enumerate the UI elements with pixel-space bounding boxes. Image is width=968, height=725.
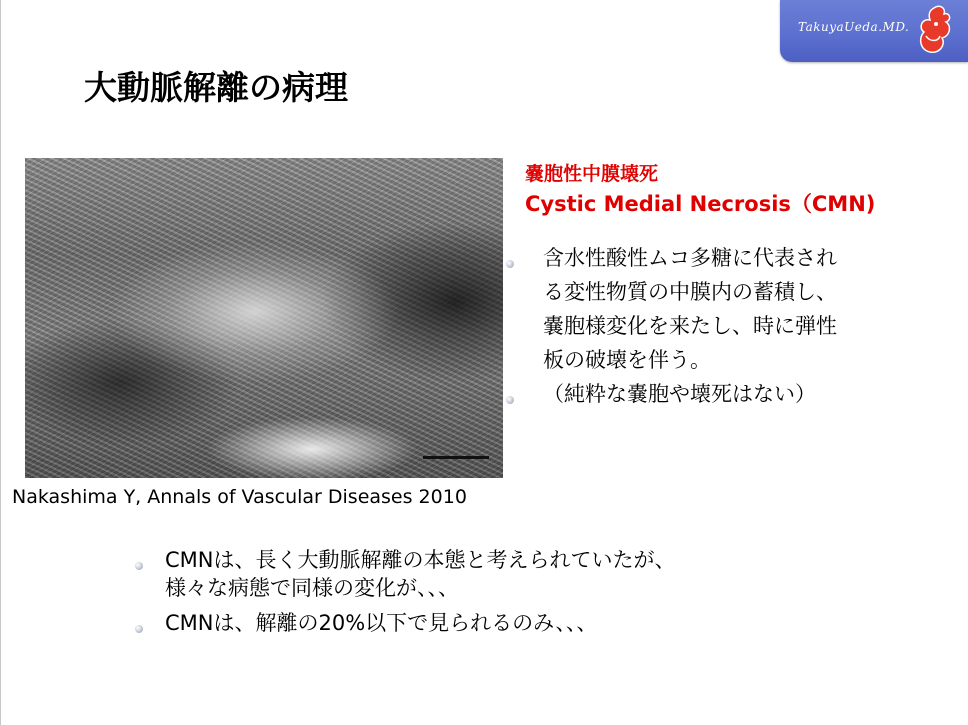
bottom-bullet-1: CMNは、長く大動脈解離の本態と考えられていたが、 様々な病態で同様の変化が、、、 xyxy=(165,548,676,600)
figure-caption: Nakashima Y, Annals of Vascular Diseases 2010 xyxy=(12,486,467,508)
logo-badge xyxy=(780,0,968,62)
slide-left-border xyxy=(0,0,1,725)
histology-image xyxy=(25,158,503,478)
bullet-icon xyxy=(506,396,514,404)
bullet-icon xyxy=(135,625,143,633)
bottom-bullet-2: CMNは、解離の20%以下で見られるのみ、、、 xyxy=(165,611,598,635)
right-bullet-1: 含水性酸性ムコ多糖に代表され る変性物質の中膜内の蓄積し、 嚢胞様変化を来たし、時に弾性 板の破壊を伴う。 xyxy=(543,246,837,372)
slide-title: 大動脈解離の病理 xyxy=(84,68,348,107)
heading-english: Cystic Medial Necrosis（CMN) xyxy=(525,192,876,216)
bullet-icon xyxy=(135,562,143,570)
heading-japanese: 嚢胞性中膜壊死 xyxy=(525,163,659,185)
definition-heading xyxy=(525,160,875,220)
bullet-icon xyxy=(506,260,514,268)
scale-bar xyxy=(423,456,489,459)
rooster-logo-icon xyxy=(910,2,956,58)
right-bullet-2: （純粋な嚢胞や壊死はない） xyxy=(543,382,816,406)
logo-text: TakuyaUeda.MD. xyxy=(798,20,910,34)
